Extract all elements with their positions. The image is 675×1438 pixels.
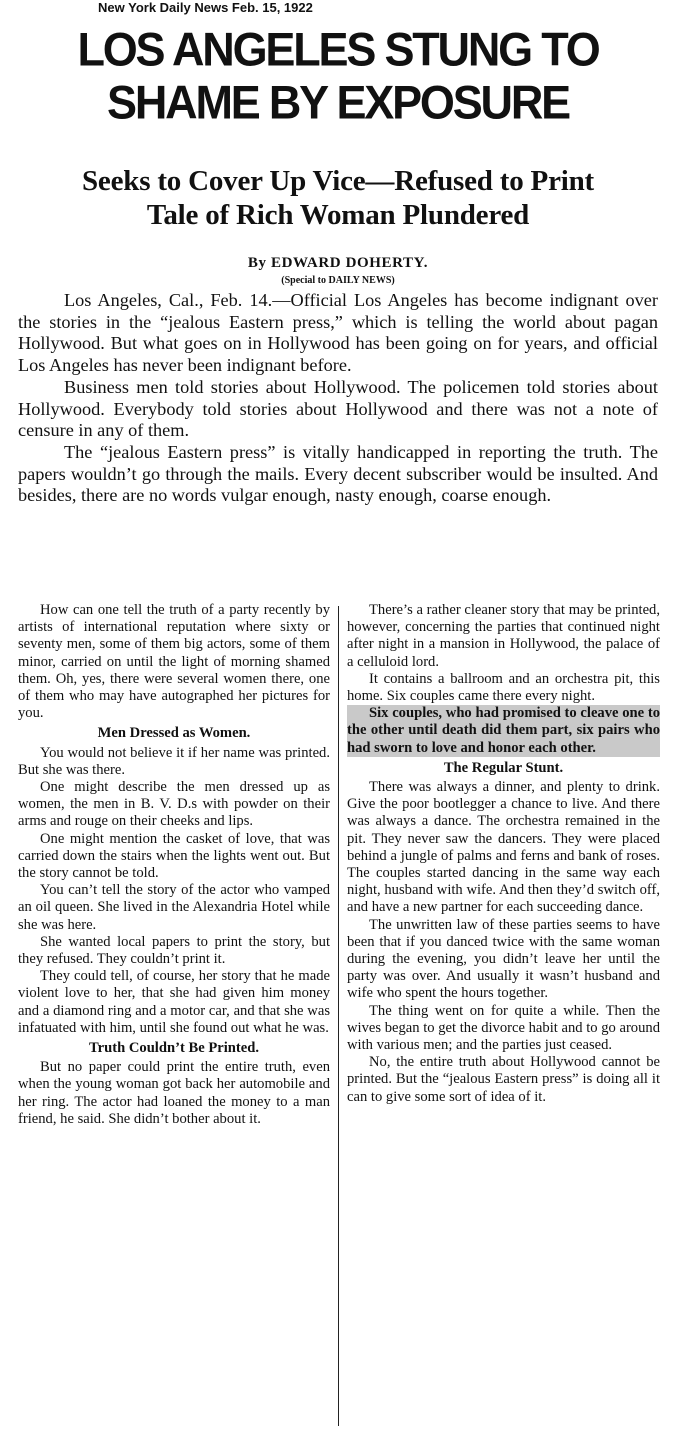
lead-paragraphs	[18, 290, 658, 507]
highlighted-paragraph: Six couples, who had promised to cleave one to the other until death did them part, six pairs who had sworn to love and honor each other.	[347, 705, 660, 756]
right-paragraph: No, the entire truth about Hollywood cannot be printed. But the “jealous Eastern press” is doing all it can to give some sort of idea of it.	[347, 1054, 660, 1105]
headline	[14, 23, 662, 129]
headline-line-1: LOS ANGELES STUNG TO	[77, 21, 599, 77]
section-heading: Men Dressed as Women.	[97, 725, 251, 742]
subheadline-line-2: Tale of Rich Woman Plundered	[146, 199, 530, 231]
section-heading: The Regular Stunt.	[443, 759, 564, 776]
right-paragraph: There’s a rather cleaner story that may be printed, however, concerning the parties that continued night after night in a mansion in Hollywood, the palace of a celluloid lord.	[347, 602, 660, 670]
special-credit: (Special to DAILY NEWS)	[281, 275, 395, 286]
left-paragraph: They could tell, of course, her story that he made violent love to her, that she had given him money and a diamond ring and a motor car, and that she was infatuated with him, until she found out what he was.	[18, 968, 330, 1036]
headline-line-2: SHAME BY EXPOSURE	[107, 74, 569, 129]
left-paragraph: One might describe the men dressed up as women, the men in B. V. D.s with powder on their arms and rouge on their cheeks and lips.	[18, 779, 330, 830]
left-paragraph: She wanted local papers to print the story, but they refused. They couldn’t print it.	[18, 933, 330, 968]
left-paragraph: How can one tell the truth of a party recently by artists of international reputation where sixty or seventy men, some of them big actors, some of them minor, carried on until the light of morning shamed them. Oh, yes, there were several women there, one of them who may have autographed her pictures for you.	[18, 602, 330, 722]
left-column	[18, 602, 330, 1128]
lead-paragraph-3: The “jealous Eastern press” is vitally handicapped in reporting the truth. The papers wouldn’t go through the mails. Every decent subscriber would be insulted. And besides, there are no words vulgar enough, nasty enough, coarse enough.	[18, 441, 658, 506]
left-paragraph: You can’t tell the story of the actor who vamped an oil queen. She lived in the Alexandria Hotel while she was here.	[18, 882, 330, 933]
subheadline	[14, 164, 662, 232]
right-paragraph: The unwritten law of these parties seems to have been that if you danced twice with the same woman during the evening, you didn’t leave her until the party was over. And usually it wasn’t husband and wife who spent the hours together.	[347, 916, 660, 1002]
right-paragraph: It contains a ballroom and an orchestra pit, this home. Six couples came there every night.	[347, 670, 660, 705]
right-paragraph: The thing went on for quite a while. Then the wives began to get the divorce habit and to go around with various men; and the parties just ceased.	[347, 1002, 660, 1054]
lead-paragraph-2: Business men told stories about Hollywood. The policemen told stories about Hollywood. Everybody told stories about Hollywood and there was not a note of censure in any of them.	[18, 376, 658, 441]
column-rule	[338, 606, 339, 1426]
left-paragraph: You would not believe it if her name was printed. But she was there.	[18, 744, 330, 778]
right-column	[347, 602, 660, 1106]
lead-paragraph-1: Los Angeles, Cal., Feb. 14.—Official Los Angeles has become indignant over the stories in the “jealous Eastern press,” which is telling the world about pagan Hollywood. But what goes on in Hollywood has been going on for years, and official Los Angeles has never been indignant before.	[18, 290, 658, 376]
byline: By EDWARD DOHERTY.	[247, 255, 429, 271]
subheadline-line-1: Seeks to Cover Up Vice—Refused to Print	[82, 165, 594, 197]
left-paragraph: But no paper could print the entire truth, even when the young woman got back her automobile and her ring. The actor had loaned the money to a man friend, he said. She didn’t bother about it.	[18, 1059, 330, 1127]
left-paragraph: One might mention the casket of love, that was carried down the stairs when the lights went out. But the story cannot be told.	[18, 830, 330, 882]
source-line: New York Daily News Feb. 15, 1922	[98, 0, 313, 15]
section-heading: Truth Couldn’t Be Printed.	[88, 1040, 259, 1057]
right-paragraph: There was always a dinner, and plenty to drink. Give the poor bootlegger a chance to live. And there was always a dance. The orchestra remained in the pit. They never saw the dancers. They were placed behind a jungle of palms and ferns and bank of roses. The couples started dancing in the same way each night, husband with wife. And then they’d switch off, and have a new partner for each succeeding dance.	[347, 779, 660, 916]
